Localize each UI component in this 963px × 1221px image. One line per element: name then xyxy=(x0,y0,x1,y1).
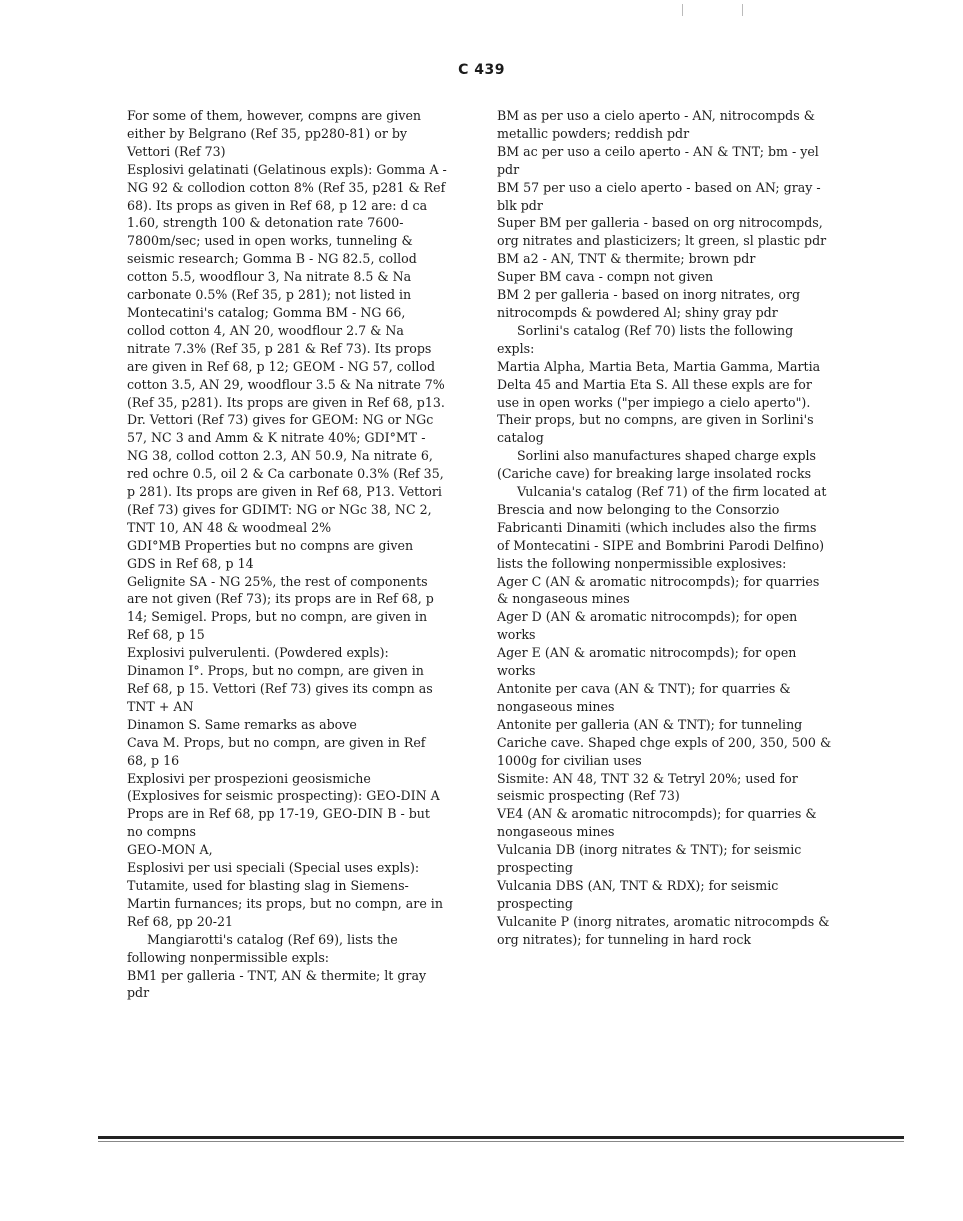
paragraph: Cariche cave. Shaped chge expls of 200, 350, 500 & 1000g for civilian uses xyxy=(497,734,832,768)
paragraph: Ager E (AN & aromatic nitrocompds); for open works xyxy=(497,645,797,679)
page-number: C 439 xyxy=(458,62,505,78)
paragraph: VE4 (AN & aromatic nitrocompds); for quarries & nongaseous mines xyxy=(497,806,817,840)
paragraph: GEO-MON A, xyxy=(127,842,213,858)
paragraph: Mangiarotti's catalog (Ref 69), lists the following nonpermissible expls: xyxy=(127,931,398,965)
paragraph: BM1 per galleria - TNT, AN & thermite; lt gray pdr xyxy=(127,967,427,1001)
paragraph: Antonite per galleria (AN & TNT); for tunneling xyxy=(497,716,803,732)
paragraph: For some of them, however, compns are given either by Belgrano (Ref 35, pp280-81) or by Vettori (Ref 73) xyxy=(127,108,422,159)
paragraph: Ager D (AN & aromatic nitrocompds); for open works xyxy=(497,609,798,643)
paragraph: Super BM per galleria - based on org nitrocompds, org nitrates and plasticizers; lt green, sl plastic pdr xyxy=(497,215,827,249)
left-column xyxy=(127,107,447,1002)
bottom-rule-thin xyxy=(98,1141,904,1142)
paragraph: Ager C (AN & aromatic nitrocompds); for quarries & nongaseous mines xyxy=(497,573,820,607)
paragraph: GDS in Ref 68, p 14 xyxy=(127,555,254,571)
scan-mark xyxy=(742,4,743,16)
paragraph: BM 57 per uso a cielo aperto - based on AN; gray - blk pdr xyxy=(497,179,821,213)
paragraph: Super BM cava - compn not given xyxy=(497,269,714,285)
right-column xyxy=(497,107,832,949)
scan-mark xyxy=(682,4,683,16)
paragraph: Explosivi per prospezioni geosismiche (Explosives for seismic prospecting): GEO-DIN A Props are in Ref 68, pp 17-19, GEO-DIN B - but no compns xyxy=(127,770,440,840)
paragraph: Vulcania DB (inorg nitrates & TNT); for seismic prospecting xyxy=(497,842,802,876)
paragraph: Explosivi pulverulenti. (Powdered expls): Dinamon I°. Props, but no compn, are given in Ref 68, p 15. Vettori (Ref 73) gives its compn as TNT + AN xyxy=(127,645,433,714)
paragraph: Esplosivi gelatinati (Gelatinous expls): Gomma A - NG 92 & collodion cotton 8% (Ref 35, p281 & Ref 68). Its props as given in Ref 68, p 12 are: d ca 1.60, strength 100 & detonation rate 7600-7800m/sec; used in open works, tunneling & seismic research; Gomma B - NG 82.5, collod cotton 5.5, woodflour 3, Na nitrate 8.5 & Na carbonate 0.5% (Ref 35, p 281); not listed in Montecatini's catalog; Gomma BM - NG 66, collod cotton 4, AN 20, woodflour 2.7 & Na nitrate 7.3% (Ref 35, p 281 & Ref 73). Its props are given in Ref 68, p 12; GEOM - NG 57, collod cotton 3.5, AN 29, woodflour 3.5 & Na nitrate 7% (Ref 35, p281). Its props are given in Ref 68, p13. Dr. Vettori (Ref 73) gives for GEOM: NG or NGc 57, NC 3 and Amm & K nitrate 40%; GDI°MT - NG 38, collod cotton 2.3, AN 50.9, Na nitrate 6, red ochre 0.5, oil 2 & Ca carbonate 0.3% (Ref 35, p 281). Its props are given in Ref 68, P13. Vettori (Ref 73) gives for GDIMT: NG or NGc 38, NC 2, TNT 10, AN 48 & woodmeal 2% xyxy=(127,161,447,535)
bottom-rule xyxy=(98,1136,904,1139)
paragraph: Cava M. Props, but no compn, are given in Ref 68, p 16 xyxy=(127,734,426,768)
paragraph: Vulcania's catalog (Ref 71) of the firm located at Brescia and now belonging to the Consorzio Fabricanti Dinamiti (which includes also the firms of Montecatini - SIPE and Bombrini Parodi Delfino) lists the following nonpermissible explosives: xyxy=(497,484,827,571)
paragraph: Dinamon S. Same remarks as above xyxy=(127,716,357,732)
paragraph: Sorlini's catalog (Ref 70) lists the following expls: xyxy=(497,322,794,356)
paragraph: Antonite per cava (AN & TNT); for quarries & nongaseous mines xyxy=(497,681,791,714)
paragraph: Esplosivi per usi speciali (Special uses expls): Tutamite, used for blasting slag in Siemens-Martin furnances; its props, but no compn, are in Ref 68, pp 20-21 xyxy=(127,860,443,929)
paragraph: Sismite: AN 48, TNT 32 & Tetryl 20%; used for seismic prospecting (Ref 73) xyxy=(497,770,798,804)
paragraph: Vulcanite P (inorg nitrates, aromatic nitrocompds & org nitrates); for tunneling in hard rock xyxy=(497,913,830,947)
paragraph: Gelignite SA - NG 25%, the rest of components are not given (Ref 73); its props are in Ref 68, p 14; Semigel. Props, but no compn, are given in Ref 68, p 15 xyxy=(127,573,434,643)
paragraph: Martia Alpha, Martia Beta, Martia Gamma, Martia Delta 45 and Martia Eta S. All these expls are for use in open works ("per impiego a cielo aperto"). Their props, but no compns, are given in Sorlini's catalog xyxy=(497,358,821,446)
paragraph: GDI°MB Properties but no compns are given xyxy=(127,537,414,553)
paragraph: Vulcania DBS (AN, TNT & RDX); for seismic prospecting xyxy=(497,877,779,911)
paragraph: Sorlini also manufactures shaped charge expls (Cariche cave) for breaking large insolated rocks xyxy=(497,448,816,482)
paragraph: BM 2 per galleria - based on inorg nitrates, org nitrocompds & powdered Al; shiny gray pdr xyxy=(497,287,801,320)
paragraph: BM as per uso a cielo aperto - AN, nitrocompds & metallic powders; reddish pdr xyxy=(497,108,815,141)
paragraph: BM ac per uso a ceilo aperto - AN & TNT; bm - yel pdr xyxy=(497,143,819,177)
paragraph: BM a2 - AN, TNT & thermite; brown pdr xyxy=(497,251,756,267)
